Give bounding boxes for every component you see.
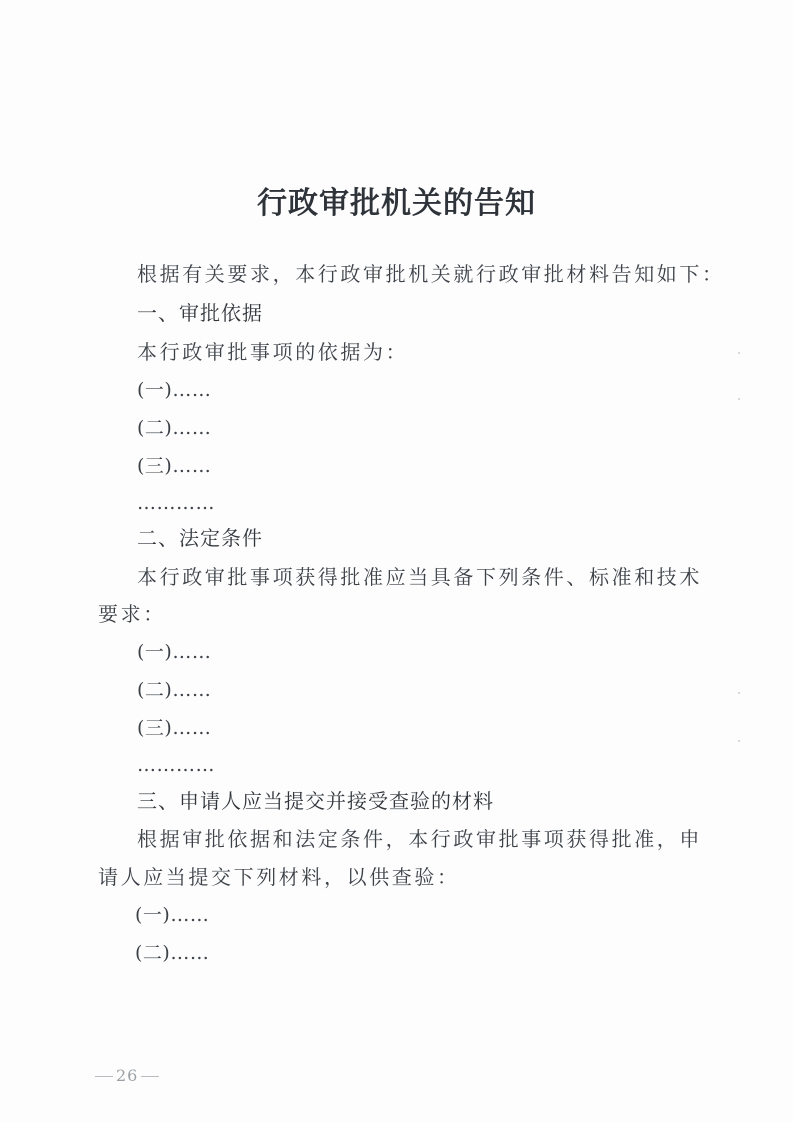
section1-lead: 本行政审批事项的依据为：	[137, 340, 409, 364]
scan-speck	[738, 352, 740, 354]
intro-paragraph: 根据有关要求，本行政审批机关就行政审批材料告知如下：	[137, 262, 725, 286]
section-heading-approval-basis: 一、审批依据	[137, 301, 263, 325]
section2-ellipsis: …………	[137, 754, 215, 776]
document-title: 行政审批机关的告知	[257, 186, 536, 221]
section3-lead-line1: 根据审批依据和法定条件，本行政审批事项获得批准，申	[137, 827, 702, 851]
section2-item: (一)……	[137, 641, 212, 663]
section-heading-legal-conditions: 二、法定条件	[137, 526, 263, 550]
scan-speck	[738, 692, 740, 694]
section1-ellipsis: …………	[137, 492, 215, 514]
section-heading-materials: 三、申请人应当提交并接受查验的材料	[137, 789, 494, 813]
section2-item: (三)……	[137, 717, 212, 739]
scan-speck	[738, 398, 740, 400]
section2-item: (二)……	[137, 679, 212, 701]
section1-item: (三)……	[137, 455, 212, 477]
page-number-value: 26	[116, 1066, 139, 1085]
scan-speck	[738, 740, 740, 742]
page-number-dash	[95, 1076, 113, 1077]
section2-lead-line1: 本行政审批事项获得批准应当具备下列条件、标准和技术	[137, 565, 702, 589]
section1-item: (二)……	[137, 417, 212, 439]
section3-item: (二)……	[135, 942, 210, 964]
page-number	[92, 1066, 162, 1085]
section3-item: (一)……	[135, 904, 210, 926]
section1-item: (一)……	[137, 379, 212, 401]
section3-lead-line2: 请人应当提交下列材料，以供查验：	[98, 865, 460, 889]
page-number-dash	[141, 1076, 159, 1077]
section2-lead-line2: 要求：	[98, 602, 166, 626]
